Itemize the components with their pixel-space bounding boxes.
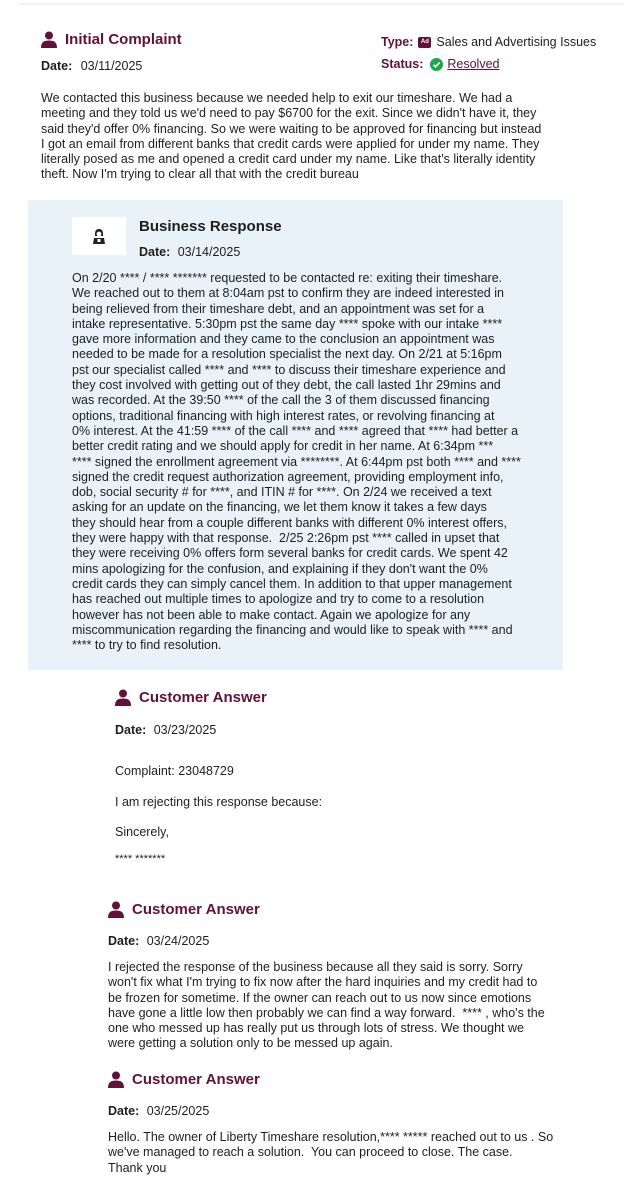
customer-answer-title: Customer Answer (139, 689, 267, 706)
date-label: Date: (115, 723, 147, 737)
date-label: Date: (108, 934, 140, 948)
customer-answer-3-header (108, 1071, 260, 1088)
signature: **** ******* (115, 853, 166, 865)
complaint-text: We contacted this business because we needed help to exit our timeshare. We had a meeting and they told us we'd need to pay $6700 for the exit. Since we didn't have it, they said they'd offer 0% financing. So we were waiting to be approved for financing but instead I got an email from different banks that credit cards were applied for under my name. They literally posed as me and opened a credit card under my name. Like that's literally identity theft. Now I'm trying to clear all that with the credit bureau (41, 91, 542, 182)
customer-answer-title: Customer Answer (132, 1071, 260, 1088)
customer-answer-1-date (115, 721, 216, 739)
complaint-number: Complaint: 23048729 (115, 764, 234, 778)
business-response-panel (28, 200, 563, 670)
status-link[interactable]: Resolved (447, 57, 500, 71)
customer-answer-2-header (108, 901, 260, 918)
complaint-status (381, 57, 500, 71)
date-value: 03/14/2025 (177, 245, 241, 259)
date-label: Date: (108, 1104, 140, 1118)
date-label: Date: (41, 59, 73, 73)
person-icon (41, 31, 57, 48)
type-value: Sales and Advertising Issues (436, 35, 597, 49)
customer-answer-3-text: Hello. The owner of Liberty Timeshare resolution,**** ***** reached out to us . So we've managed to reach a solution. You can proceed to close. The case. Thank you (108, 1130, 554, 1175)
date-value: 03/25/2025 (146, 1104, 210, 1118)
top-divider (18, 3, 624, 5)
type-label: Type: (381, 35, 414, 49)
ad-icon: Ad (418, 37, 431, 48)
check-circle-icon (430, 58, 443, 71)
sincerely-line: Sincerely, (115, 825, 169, 839)
customer-answer-2-date (108, 932, 209, 950)
business-response-text: On 2/20 **** / **** ******* requested to be contacted re: exiting their timeshare. We reached out to them at 8:04am pst to confirm they are indeed interested in being relieved from their timeshare debt, and an appointment was set for a intake representative. 5:30pm pst the same day **** spoke with our intake **** gave more information and they came to the conclusion an appointment was needed to be made for a resolution specialist the next day. On 2/21 at 5:16pm pst our specialist called **** and **** to discuss their timeshare experience and they cost involved with getting out of they debt, the call lasted 1hr 29mins and was recorded. At the 39:50 **** of the call the 3 of them discussed financing options, traditional financing with high interest rates, or revolving financing at 0% interest. At the 41:59 **** of the call **** and **** agreed that **** had better a better credit rating and we should apply for credit in her name. At 6:34pm *** **** signed the enrollment agreement via ********. At 6:44pm pst both **** and **** signed the credit request authorization agreement, providing employment info, dob, social security # for ****, and ITIN # for ****. On 2/24 we received a text asking for an update on the financing, we let them know it takes a few days they should hear from a couple different banks with different 0% interest offers, they were happy with that response. 2/25 2:26pm pst **** called in upset that they were receiving 0% offers form several banks for credit cards. We spent 42 mins apologizing for the confusion, and explaining if they don't want the 0% credit cards they can simply cancel them. In addition to that upper management has reached out multiple times to apologize and try to come to a resolution however has not been able to make contact. Again we apologize for any miscommunication regarding the financing and would like to speak with **** and **** to try to find resolution. (72, 271, 521, 653)
date-label: Date: (139, 245, 171, 259)
status-label: Status: (381, 57, 424, 71)
initial-complaint-title: Initial Complaint (65, 31, 182, 48)
person-icon (108, 901, 124, 918)
business-logo-icon (92, 228, 106, 244)
person-icon (115, 689, 131, 706)
complaint-type (381, 35, 596, 49)
date-value: 03/24/2025 (146, 934, 210, 948)
customer-answer-3-date (108, 1102, 209, 1120)
business-response-title: Business Response (139, 218, 282, 235)
initial-complaint-header (41, 31, 182, 48)
business-logo (72, 217, 126, 255)
customer-answer-1-header (115, 689, 267, 706)
customer-answer-title: Customer Answer (132, 901, 260, 918)
date-value: 03/23/2025 (153, 723, 217, 737)
customer-answer-2-text: I rejected the response of the business because all they said is sorry. Sorry won't fix what I'm trying to fix now after the hard inquiries and my credit had to be frozen for sometime. If the owner can reach out to us now since emotions have gone a little low then probably we can find a way forward. **** , who's the one who messed up has really put us through lots of stress. We thought we were getting a solution only to be messed up again. (108, 960, 545, 1051)
date-value: 03/11/2025 (80, 59, 143, 73)
reject-line: I am rejecting this response because: (115, 795, 323, 809)
business-response-date (139, 243, 240, 261)
complaint-date (41, 57, 142, 75)
person-icon (108, 1071, 124, 1088)
